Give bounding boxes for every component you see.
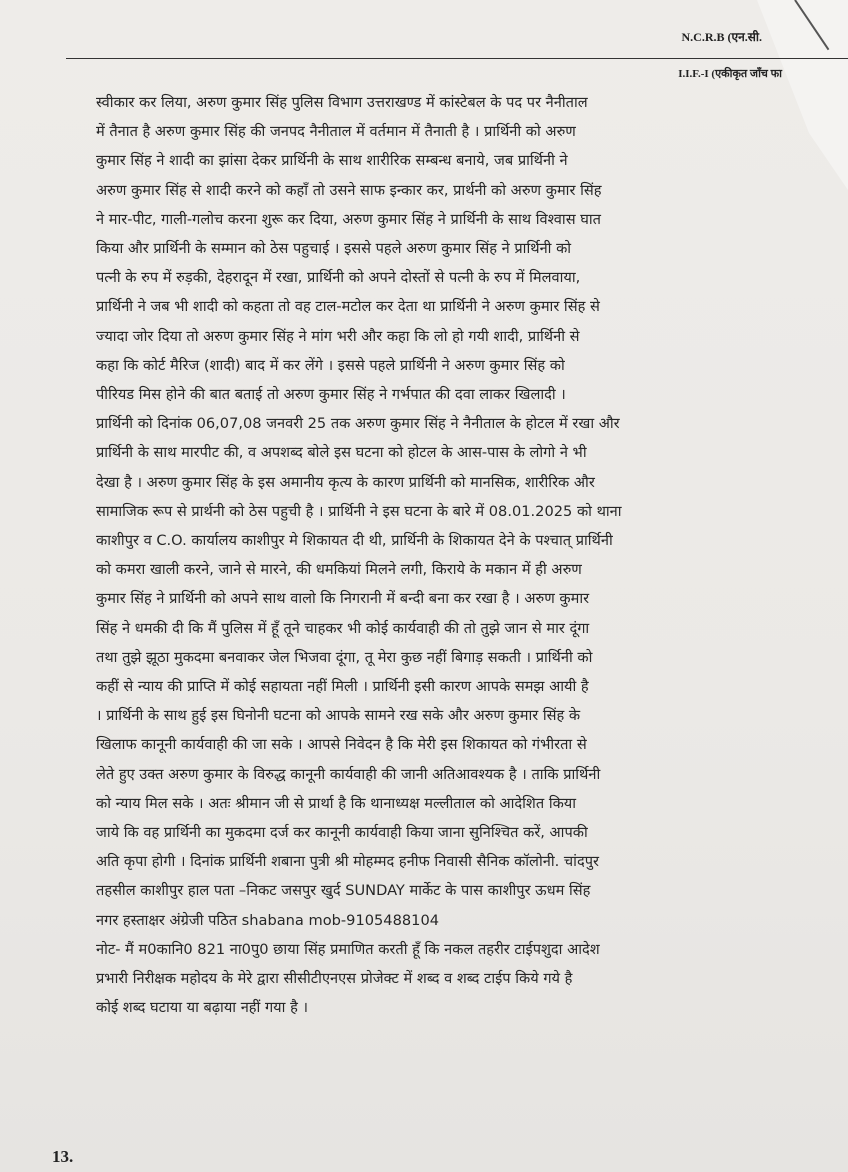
body-line: प्रार्थिनी को दिनांक 06,07,08 जनवरी 25 तक अरुण कुमार सिंह ने नैनीताल के होटल में रखा और bbox=[96, 415, 620, 433]
body-line: तथा तुझे झूठा मुकदमा बनवाकर जेल भिजवा दूंगा, तू मेरा कुछ नहीं बिगाड़ सकती । प्रार्थिनी को bbox=[96, 648, 593, 666]
form-code-header: I.I.F.-I (एकीकृत जाँच फा bbox=[678, 68, 782, 80]
body-line: देखा है । अरुण कुमार सिंह के इस अमानीय कृत्य के कारण प्रार्थिनी को मानसिक, शारीरिक और bbox=[96, 473, 595, 491]
header-rule bbox=[66, 58, 848, 59]
body-line: खिलाफ कानूनी कार्यवाही की जा सके । आपसे निवेदन है कि मेरी इस शिकायत को गंभीरता से bbox=[96, 736, 587, 754]
body-line: प्रार्थिनी ने जब भी शादी को कहता तो वह टाल-मटोल कर देता था प्रार्थिनी ने अरुण कुमार सिंह से bbox=[96, 298, 600, 316]
body-line: स्वीकार कर लिया, अरुण कुमार सिंह पुलिस विभाग उत्तराखण्ड में कांस्टेबल के पद पर नैनीताल bbox=[96, 94, 588, 111]
body-line: तहसील काशीपुर हाल पता –निकट जसपुर खुर्द SUNDAY मार्केट के पास काशीपुर ऊधम सिंह bbox=[96, 882, 591, 900]
body-line: पत्नी के रुप में रुड़की, देहरादून में रखा, प्रार्थिनी को अपने दोस्तों से पत्नी के रुप में मिलवाया, bbox=[96, 269, 581, 287]
body-line: ज्यादा जोर दिया तो अरुण कुमार सिंह ने मांग भरी और कहा कि लो हो गयी शादी, प्रार्थिनी से bbox=[96, 327, 580, 345]
body-line: पीरियड मिस होने की बात बताई तो अरुण कुमार सिंह ने गर्भपात की दवा लाकर खिलादी । bbox=[96, 386, 566, 404]
body-line: को न्याय मिल सके । अतः श्रीमान जी से प्रार्था है कि थानाध्यक्ष मल्लीताल को आदेशित किया bbox=[96, 794, 577, 812]
body-line: कोई शब्द घटाया या बढ़ाया नहीं गया है । bbox=[96, 999, 308, 1017]
body-line: । प्रार्थिनी के साथ हुई इस घिनोनी घटना को आपके सामने रख सके और अरुण कुमार सिंह के bbox=[96, 707, 581, 725]
body-line: नगर हस्ताक्षर अंग्रेजी पठित shabana mob-9105488104 bbox=[96, 911, 440, 929]
body-line: लेते हुए उक्त अरुण कुमार के विरुद्ध कानूनी कार्यवाही की जानी अतिआवश्यक है । ताकि प्रार्थिनी bbox=[96, 765, 601, 783]
body-line: में तैनात है अरुण कुमार सिंह की जनपद नैनीताल में वर्तमान में तैनाती है । प्रार्थिनी को अरुण bbox=[96, 123, 576, 141]
body-line: को कमरा खाली करने, जाने से मारने, की धमकियां मिलने लगी, किराये के मकान में ही अरुण bbox=[96, 561, 582, 579]
body-line: कुमार सिंह ने प्रार्थिनी को अपने साथ वालो कि निगरानी में बन्दी बना कर रखा है । अरुण कुमार bbox=[96, 590, 590, 608]
complaint-body-text bbox=[96, 88, 816, 1023]
body-line: नोट- मैं म0कानि0 821 ना0पु0 छाया सिंह प्रमाणित करती हूँ कि नकल तहरीर टाईपशुदा आदेश bbox=[96, 940, 600, 958]
ncrb-header: N.C.R.B (एन.सी. bbox=[681, 30, 762, 44]
body-line: कहीं से न्याय की प्राप्ति में कोई सहायता नहीं मिली । प्रार्थिनी इसी कारण आपके समझ आयी है bbox=[96, 678, 589, 696]
body-line: सिंह ने धमकी दी कि मैं पुलिस में हूँ तूने चाहकर भी कोई कार्यवाही की तो तुझे जान से मार दूंगा bbox=[96, 619, 590, 637]
body-line: काशीपुर व C.O. कार्यालय काशीपुर मे शिकायत दी थी, प्रार्थिनी के शिकायत देने के पश्चात् प्रार्थिनी bbox=[96, 532, 613, 550]
body-line: जाये कि वह प्रार्थिनी का मुकदमा दर्ज कर कानूनी कार्यवाही किया जाना सुनिश्चित करें, आपकी bbox=[96, 824, 588, 842]
body-line: अति कृपा होगी । दिनांक प्रार्थिनी शबाना पुत्री श्री मोहम्मद हनीफ निवासी सैनिक कॉलोनी. चांदपुर bbox=[96, 853, 599, 871]
body-line: प्रभारी निरीक्षक महोदय के मेरे द्वारा सीसीटीएनएस प्रोजेक्ट में शब्द व शब्द टाईप किये गये है bbox=[96, 970, 573, 988]
body-line: अरुण कुमार सिंह से शादी करने को कहाँ तो उसने साफ इन्कार कर, प्रार्थनी को अरुण कुमार सिंह bbox=[96, 181, 602, 199]
body-line: कुमार सिंह ने शादी का झांसा देकर प्रार्थिनी के साथ शारीरिक सम्बन्ध बनाये, जब प्रार्थिनी ने bbox=[96, 152, 568, 170]
body-line: सामाजिक रूप से प्रार्थनी को ठेस पहुची है । प्रार्थिनी ने इस घटना के बारे में 08.01.2025 को थाना bbox=[96, 502, 622, 520]
body-line: किया और प्रार्थिनी के सम्मान को ठेस पहुचाई । इससे पहले अरुण कुमार सिंह ने प्रार्थिनी को bbox=[96, 240, 572, 258]
page-number: 13. bbox=[52, 1147, 74, 1166]
body-line: कहा कि कोर्ट मैरिज (शादी) बाद में कर लेंगे । इससे पहले प्रार्थिनी ने अरुण कुमार सिंह को bbox=[96, 356, 565, 374]
body-line: प्रार्थिनी के साथ मारपीट की, व अपशब्द बोले इस घटना को होटल के आस-पास के लोगो ने भी bbox=[96, 444, 587, 462]
body-line: ने मार-पीट, गाली-गलोच करना शुरू कर दिया, अरुण कुमार सिंह ने प्रार्थिनी के साथ विश्वास घात bbox=[96, 210, 601, 228]
